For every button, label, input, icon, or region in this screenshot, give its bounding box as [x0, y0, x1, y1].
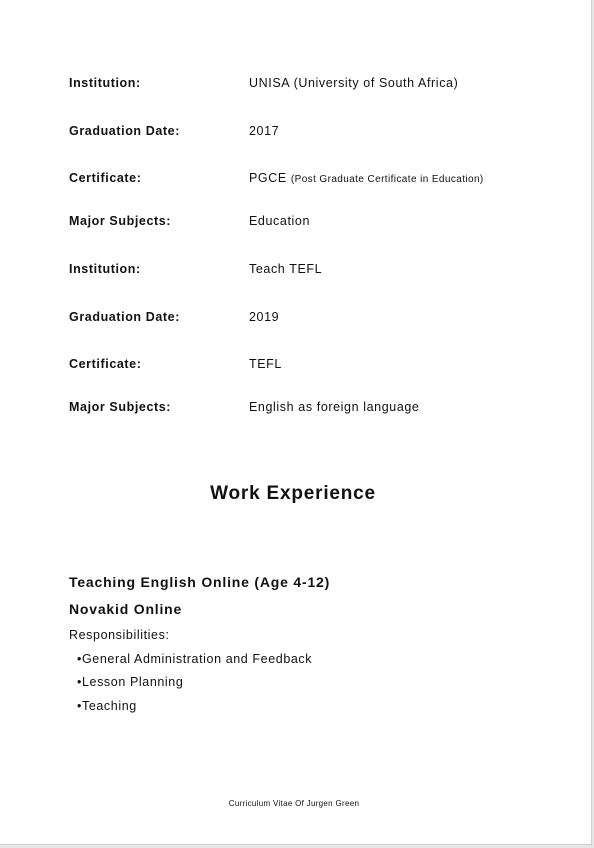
- responsibility-item: •General Administration and Feedback: [77, 652, 313, 666]
- graduation-date-label: Graduation Date:: [69, 124, 180, 138]
- institution-label: Institution:: [69, 262, 141, 276]
- employer-name: Novakid Online: [69, 601, 183, 617]
- job-title: Teaching English Online (Age 4-12): [69, 574, 331, 590]
- education-1-graduation-row: [0, 124, 591, 144]
- major-subjects-label: Major Subjects:: [69, 214, 172, 228]
- education-1-subjects-row: [0, 214, 591, 234]
- major-subjects-value: Education: [249, 214, 310, 228]
- responsibilities-label: Responsibilities:: [69, 628, 170, 642]
- education-1-institution-row: [0, 76, 591, 96]
- education-1-certificate-row: [0, 171, 591, 191]
- institution-value: Teach TEFL: [249, 262, 323, 276]
- education-2-institution-row: [0, 262, 591, 282]
- institution-label: Institution:: [69, 76, 141, 90]
- major-subjects-value: English as foreign language: [249, 400, 420, 414]
- certificate-label: Certificate:: [69, 357, 142, 371]
- institution-value: UNISA (University of South Africa): [249, 76, 459, 90]
- work-experience-heading: Work Experience: [210, 483, 376, 504]
- major-subjects-label: Major Subjects:: [69, 400, 172, 414]
- certificate-label: Certificate:: [69, 171, 142, 185]
- graduation-date-value: 2017: [249, 124, 280, 138]
- education-2-certificate-row: [0, 357, 591, 377]
- page-footer: Curriculum Vitae Of Jurgen Green: [228, 799, 360, 808]
- graduation-date-label: Graduation Date:: [69, 310, 180, 324]
- education-2-subjects-row: [0, 400, 591, 420]
- responsibility-item: •Teaching: [77, 699, 137, 713]
- certificate-detail: (Post Graduate Certificate in Education): [290, 174, 484, 185]
- certificate-name: PGCE: [249, 171, 287, 185]
- graduation-date-value: 2019: [249, 310, 280, 324]
- certificate-value: [249, 171, 484, 185]
- certificate-value: TEFL: [249, 357, 282, 371]
- responsibility-item: •Lesson Planning: [77, 675, 184, 689]
- education-2-graduation-row: [0, 310, 591, 330]
